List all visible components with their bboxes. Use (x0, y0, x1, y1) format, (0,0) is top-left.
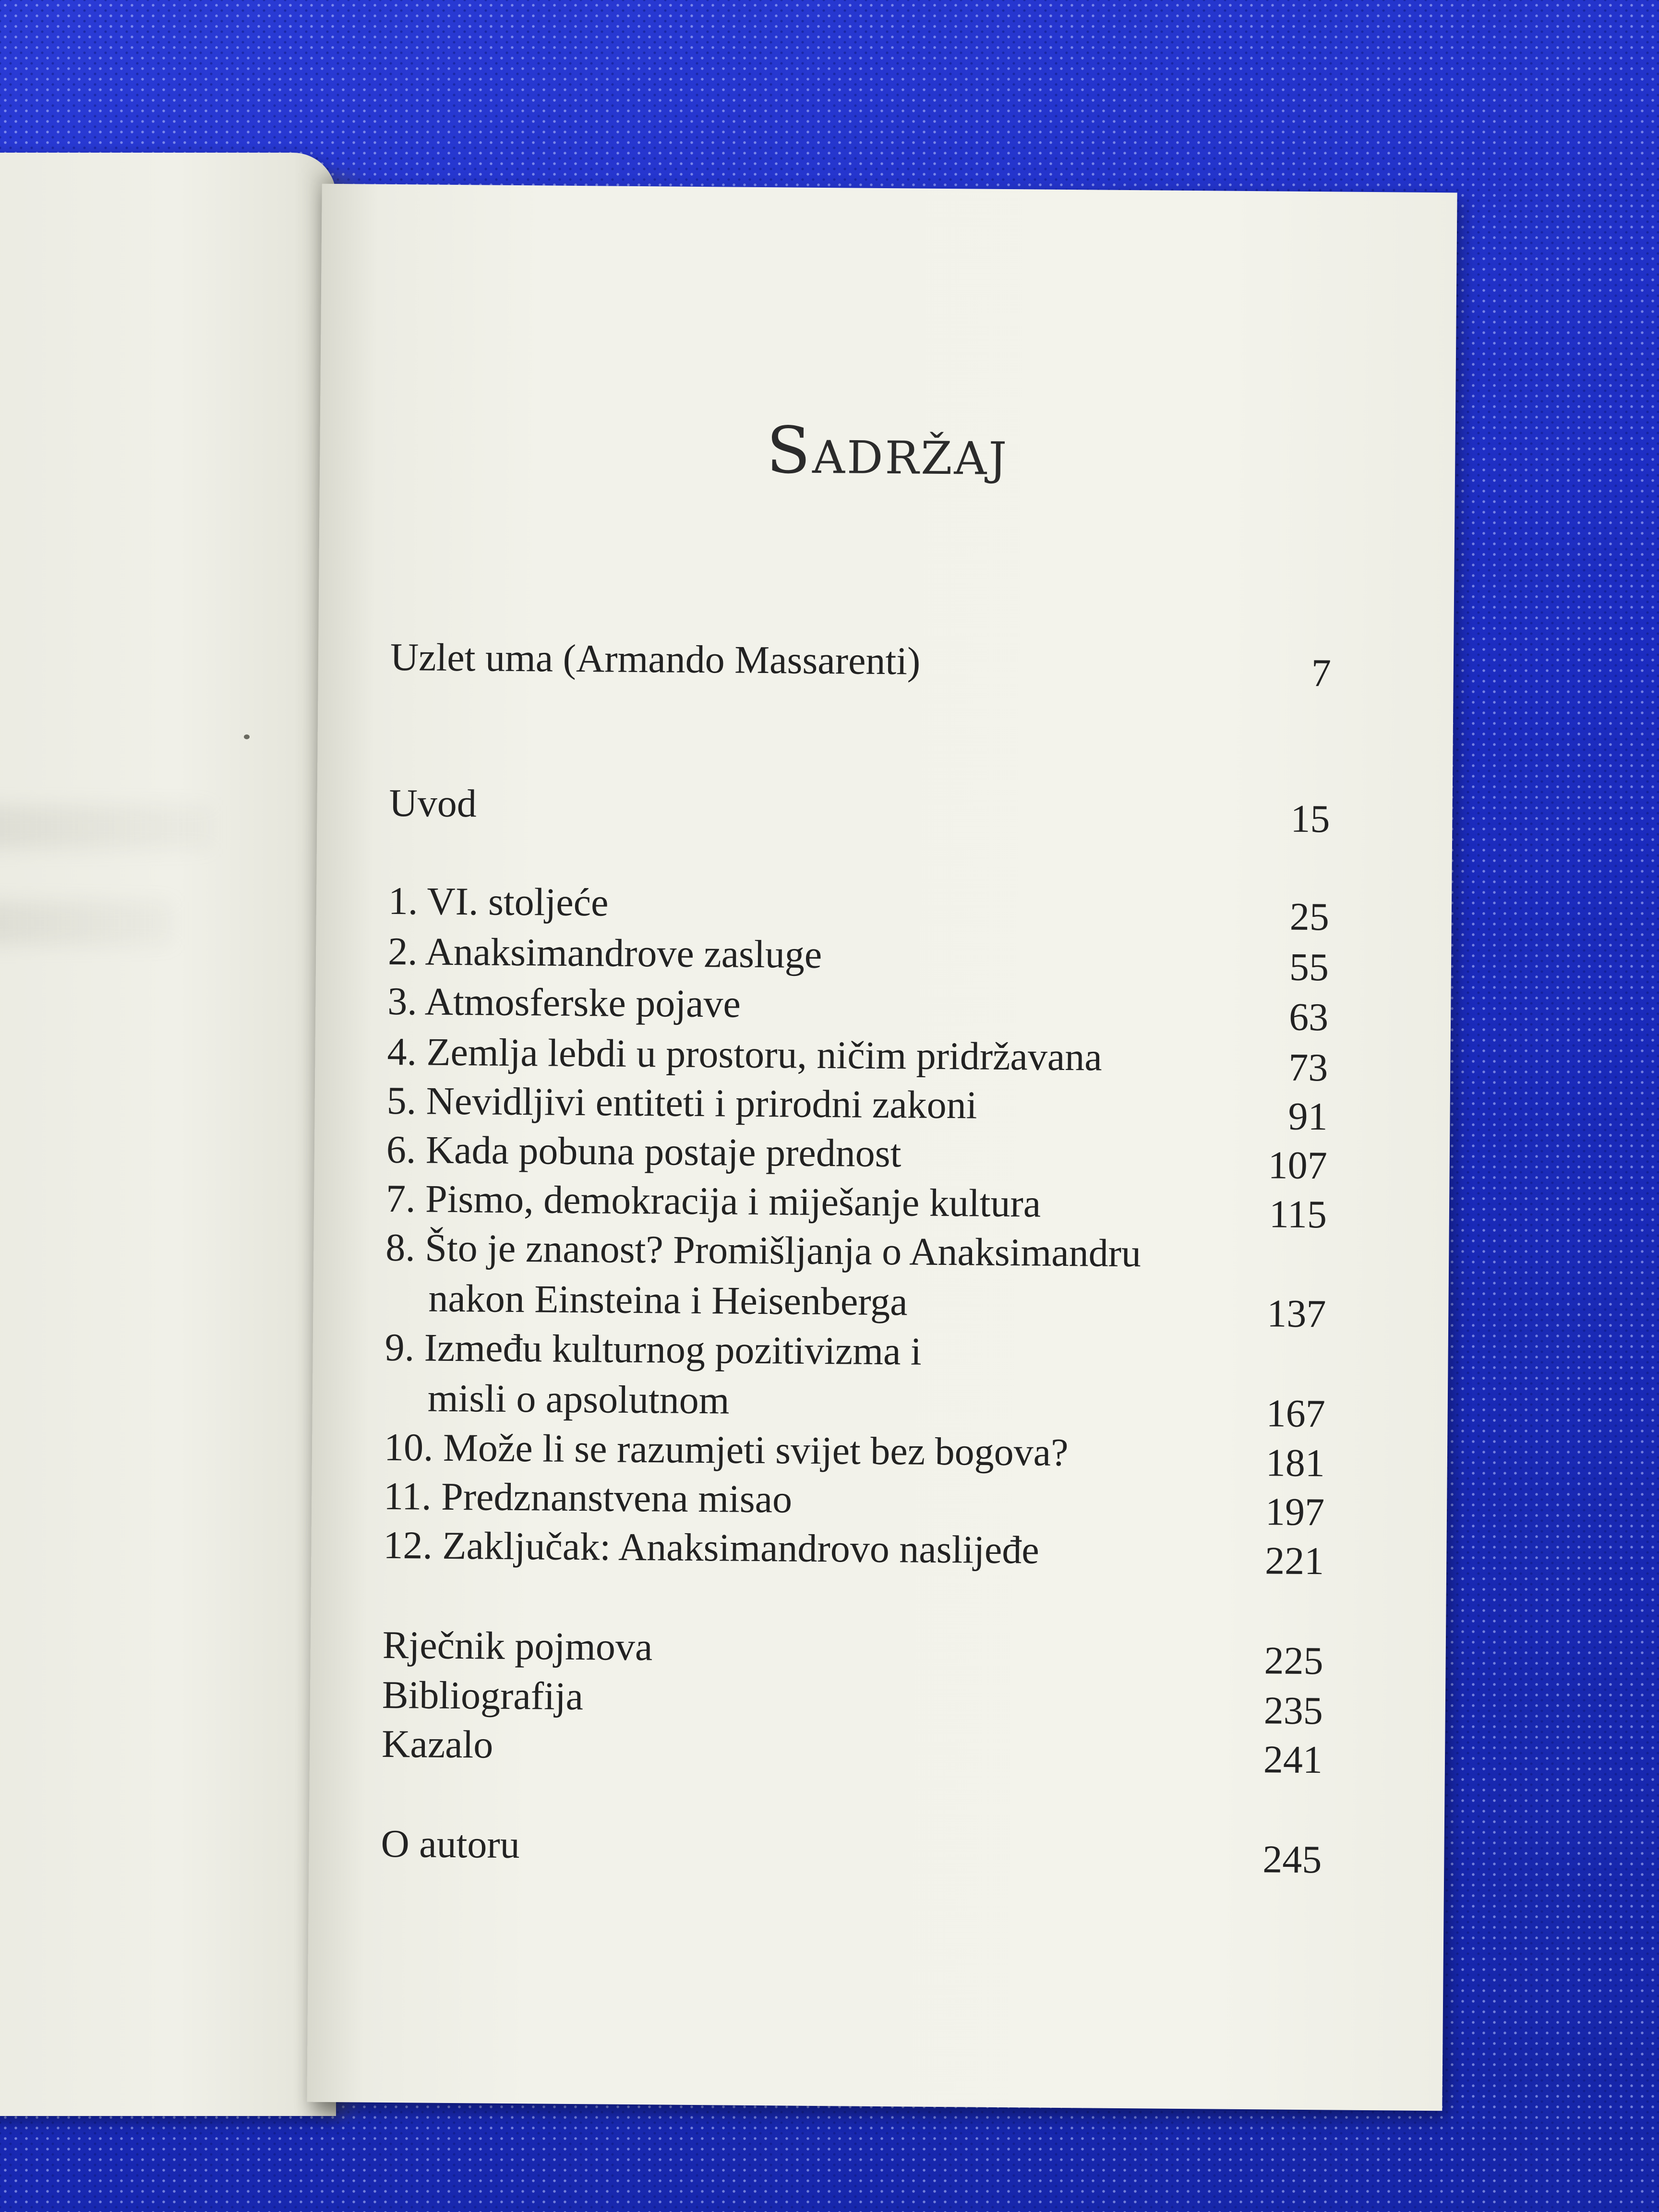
toc-entry (385, 1222, 1327, 1336)
toc-entry-title (384, 1322, 922, 1427)
toc-entry (382, 1620, 1323, 1683)
toc-entry-title-line: nakon Einsteina i Heisenberga (428, 1276, 908, 1324)
toc-entry-page: 137 (1266, 1291, 1326, 1336)
toc-entry-page: 115 (1269, 1192, 1327, 1237)
toc-entry-page: 7 (1311, 650, 1332, 695)
toc-entry-page: 241 (1263, 1737, 1323, 1782)
toc-entry (387, 926, 1329, 989)
toc-entry-title (385, 1222, 1141, 1329)
toc-entry-title: Bibliografija (382, 1672, 584, 1719)
toc-entry-title: 7. Pismo, demokracija i miješanje kultura (385, 1176, 1041, 1226)
toc-entry-page: 63 (1288, 995, 1329, 1039)
toc-entry (387, 1026, 1328, 1090)
toc-entry-title-line: 8. Što je znanost? Promišljanja o Anaksimandru (385, 1225, 1142, 1275)
toc-entry-page: 235 (1263, 1688, 1323, 1733)
show-through-text (0, 902, 173, 945)
toc-entry-page: 197 (1265, 1490, 1325, 1534)
toc-entry-page: 107 (1268, 1143, 1328, 1188)
toc-entry-title: Rječnik pojmova (382, 1623, 653, 1669)
toc-entry-title: 11. Predznanstvena misao (383, 1474, 793, 1521)
toc-entry-title-line: misli o apsolutnom (427, 1376, 730, 1422)
toc-entry-title: Uzlet uma (Armando Massarenti) (390, 635, 921, 683)
toc-entry (386, 1075, 1328, 1139)
toc-entry (389, 778, 1330, 841)
toc-entry-page: 91 (1288, 1094, 1328, 1139)
toc-entry-page: 245 (1262, 1837, 1322, 1882)
toc-entry-title: Uvod (389, 781, 477, 826)
toc-entry-title: O autoru (381, 1821, 520, 1867)
toc-entry (384, 1322, 1326, 1436)
toc-entry (382, 1670, 1323, 1733)
toc-entry (386, 1124, 1328, 1188)
show-through-text (0, 805, 211, 849)
toc-entry (381, 1818, 1322, 1882)
toc-entry-title: 5. Nevidljivi entiteti i prirodni zakoni (386, 1078, 977, 1127)
toc-entry-page: 73 (1288, 1045, 1328, 1090)
toc-entry-title: 4. Zemlja lebdi u prostoru, ničim pridržavana (387, 1029, 1103, 1079)
toc-entry (387, 976, 1329, 1039)
toc-entry-page: 55 (1289, 945, 1329, 989)
toc-entry (384, 1422, 1325, 1485)
toc-entry-title: Kazalo (381, 1721, 493, 1767)
toc-entry-page: 225 (1264, 1638, 1323, 1683)
toc-entry-title: 1. VI. stoljeće (388, 878, 609, 925)
toc-entry-title: 3. Atmosferske pojave (387, 979, 741, 1026)
toc-entry-title: 6. Kada pobuna postaje prednost (386, 1127, 902, 1176)
toc-entry-title: 2. Anaksimandrove zasluge (387, 929, 822, 977)
toc-entry-page: 167 (1266, 1391, 1326, 1436)
toc-entry (383, 1520, 1324, 1583)
page-title: Sadržaj (766, 413, 1009, 490)
toc-entry-page: 25 (1289, 894, 1330, 939)
toc-entry (381, 1719, 1323, 1782)
toc-entry-page: 221 (1264, 1539, 1324, 1583)
page-speck (244, 734, 250, 739)
toc-entry-title: 10. Može li se razumjeti svijet bez bogova? (384, 1425, 1069, 1475)
toc-entry (388, 876, 1330, 939)
toc-entry (385, 1173, 1327, 1237)
toc-entry-page: 181 (1265, 1441, 1325, 1485)
contents-page (307, 184, 1457, 2111)
toc-entry-page: 15 (1290, 796, 1330, 841)
toc-entry (390, 632, 1332, 695)
toc-entry-title-line: 9. Između kulturnog pozitivizma i (385, 1325, 922, 1373)
toc-entry-title: 12. Zaključak: Anaksimandrovo naslijeđe (383, 1523, 1040, 1572)
toc-entry (383, 1471, 1325, 1534)
left-page (0, 153, 336, 2116)
